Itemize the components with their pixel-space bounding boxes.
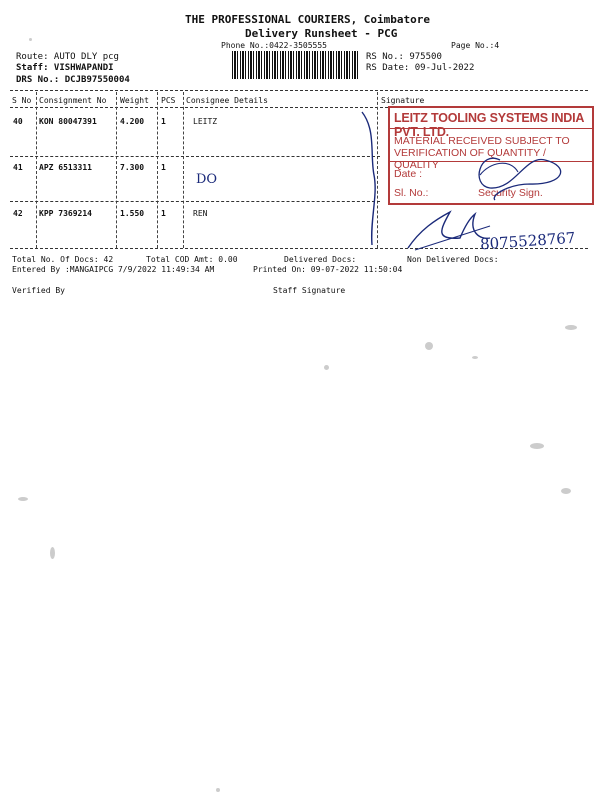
handwritten-phone: 8075528767	[479, 228, 576, 254]
row-sno: 42	[13, 209, 23, 218]
rs-number: RS No.: 975500	[366, 52, 442, 62]
col-weight-header: Weight	[120, 96, 149, 105]
row-consignment: APZ 6513311	[39, 163, 92, 172]
row-consignment: KPP 7369214	[39, 209, 92, 218]
col-divider	[36, 92, 37, 248]
scan-speck	[561, 488, 571, 494]
scan-speck	[425, 342, 433, 350]
row-consignee: REN	[193, 209, 208, 218]
scan-speck	[565, 325, 577, 330]
col-sno-header: S No	[12, 96, 32, 105]
verified-by: Verified By	[12, 286, 65, 295]
row-weight: 7.300	[120, 163, 145, 172]
stamp-line-2: VERIFICATION OF QUANTITY / QUALITY	[394, 147, 546, 171]
page-number: Page No.:4	[451, 41, 500, 50]
scan-speck	[472, 356, 478, 359]
route-label: Route: AUTO DLY pcg	[16, 52, 119, 62]
row-weight: 4.200	[120, 117, 145, 126]
drs-number: DRS No.: DCJB97550004	[16, 75, 130, 85]
col-divider	[116, 92, 117, 248]
col-consignee-header: Consignee Details	[186, 96, 268, 105]
col-signature-header: Signature	[381, 96, 425, 105]
scan-speck	[216, 788, 220, 792]
row-sno: 41	[13, 163, 23, 172]
scan-speck	[530, 443, 544, 449]
scan-speck	[29, 38, 32, 41]
staff-signature: Staff Signature	[273, 286, 346, 295]
scan-speck	[50, 547, 55, 559]
stamp-date-label: Date :	[394, 168, 423, 180]
staff-label: Staff: VISHWAPANDI	[16, 63, 114, 73]
entered-by: Entered By :MANGAIPCG 7/9/2022 11:49:34 AM	[12, 265, 215, 274]
row-rule	[10, 201, 380, 202]
total-docs: Total No. Of Docs: 42	[12, 255, 114, 264]
row-pcs: 1	[161, 117, 166, 126]
col-consignment-header: Consignment No	[39, 96, 107, 105]
phone-number: Phone No.:0422-3505555	[221, 41, 327, 50]
col-pcs-header: PCS	[161, 96, 176, 105]
scan-speck	[324, 365, 329, 370]
non-delivered-docs: Non Delivered Docs:	[407, 255, 499, 264]
stamp-company: LEITZ TOOLING SYSTEMS INDIA PVT. LTD.	[394, 111, 584, 139]
row-pcs: 1	[161, 163, 166, 172]
col-divider	[183, 92, 184, 248]
row-pcs: 1	[161, 209, 166, 218]
scan-speck	[18, 497, 28, 501]
col-divider	[157, 92, 158, 248]
barcode	[232, 51, 358, 79]
stamp-line-1: MATERIAL RECEIVED SUBJECT TO	[394, 135, 570, 147]
stamp-slno-label: Sl. No.:	[394, 187, 429, 199]
row-consignee: LEITZ	[193, 117, 218, 126]
document-title: Delivery Runsheet - PCG	[245, 27, 398, 40]
row-sno: 40	[13, 117, 23, 126]
row-consignment: KON 80047391	[39, 117, 97, 126]
delivered-docs: Delivered Docs:	[284, 255, 357, 264]
ditto-handwriting: DO	[196, 172, 218, 187]
table-top-rule	[10, 90, 588, 91]
total-cod: Total COD Amt: 0.00	[146, 255, 238, 264]
row-weight: 1.550	[120, 209, 145, 218]
row-rule	[10, 156, 380, 157]
company-title: THE PROFESSIONAL COURIERS, Coimbatore	[185, 13, 431, 26]
printed-on: Printed On: 09-07-2022 11:50:04	[253, 265, 403, 274]
rs-date: RS Date: 09-Jul-2022	[366, 63, 475, 73]
stamp-security-label: Security Sign.	[478, 187, 543, 199]
